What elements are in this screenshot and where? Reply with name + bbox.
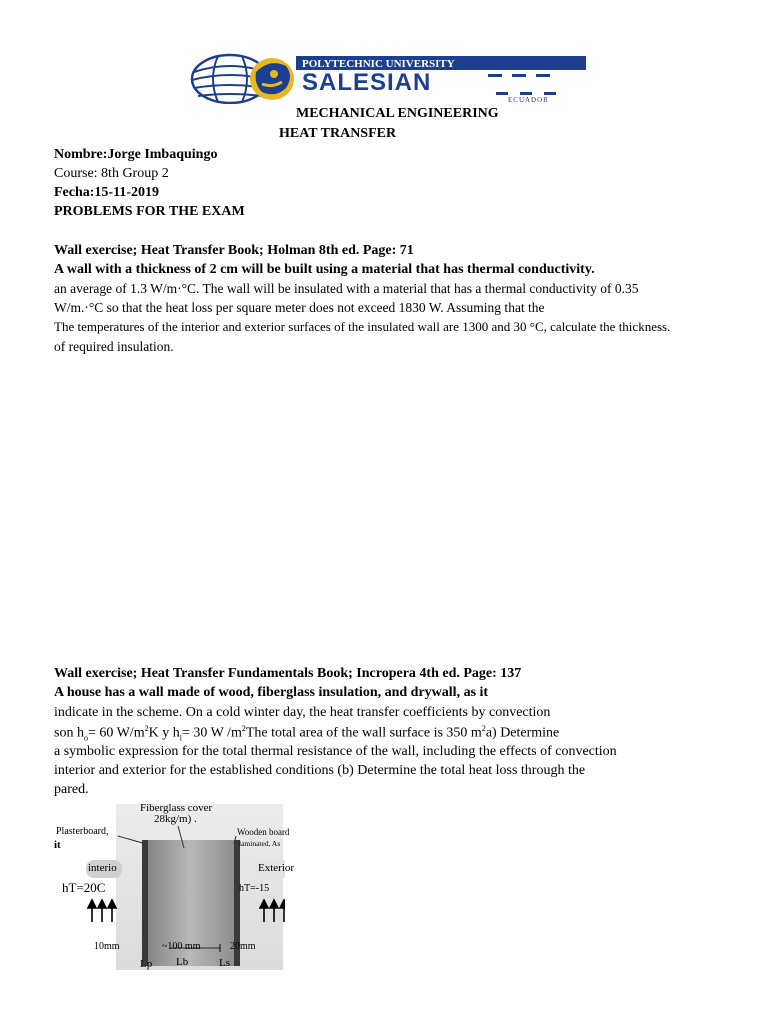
ls-label: Ls [219,957,230,969]
problem1-line2: W/m.·°C so that the heat loss per square meter does not exceed 1830 W. Assuming that the [54,300,545,315]
plaster-thickness-label: 10mm [94,941,120,952]
wooden-board-label: Wooden board [237,827,290,837]
plasterboard-label: Plasterboard, [56,826,109,837]
h-exterior-label: hT=-15 [239,883,270,894]
department-title: MECHANICAL ENGINEERING [296,106,499,121]
problem1-title: Wall exercise; Heat Transfer Book; Holman 8th ed. Page: 71 [54,243,414,258]
density-label: 28kg/m) . [154,813,197,825]
problem2-line5: pared. [54,782,89,797]
h-interior-label: hT=20C [62,880,106,895]
fiberglass-label: Fiberglass cover [140,802,213,814]
problem1-line4: of required insulation. [54,339,174,354]
problem1-bold-line: A wall with a thickness of 2 cm will be built using a material that has thermal conductivity. [54,262,595,277]
student-name: Nombre:Jorge Imbaquingo [54,147,218,162]
university-logo [190,52,590,104]
problem2-line4: interior and exterior for the established conditions (b) Determine the total heat loss through the [54,763,586,778]
plasterboard-layer [142,840,148,966]
subject-title: HEAT TRANSFER [279,126,397,141]
exam-heading: PROBLEMS FOR THE EXAM [54,204,245,219]
problem2-title: Wall exercise; Heat Transfer Fundamentals Book; Incropera 4th ed. Page: 137 [54,666,522,681]
wall-diagram [50,800,295,972]
logo-line3: ECUADOR [508,96,549,104]
convection-arrows-interior-icon [88,900,116,922]
date-info: Fecha:15-11-2019 [54,185,159,200]
plasterboard-cut-label: it [54,839,61,851]
course-info: Course: 8th Group 2 [54,166,169,181]
interior-label: interio [88,862,117,874]
problem1-line1: an average of 1.3 W/m·°C. The wall will be insulated with a material that has a thermal conductivity of 0.35 [54,281,639,296]
problem2-bold-line: A house has a wall made of wood, fiberglass insulation, and drywall, as it [54,685,489,700]
problem2-line1: indicate in the scheme. On a cold winter day, the heat transfer coefficients by convection [54,705,551,720]
wood-thickness-label: 20mm [230,941,256,952]
exterior-label: Exterior [258,862,295,874]
lp-label: Lp [140,958,153,970]
lion-emblem-icon [250,58,294,100]
problem2-line3: a symbolic expression for the total thermal resistance of the wall, including the effects of convection [54,744,617,759]
lb-label: Lb [176,956,189,968]
fiberglass-thickness-label: ~100 mm [162,941,201,952]
problem1-line3: The temperatures of the interior and exterior surfaces of the insulated wall are 1300 and 30 °C, calculate the thickness. [54,319,671,334]
problem2-line2: son $h_o= 60$ $W/m^2K$ y $h_i= 30$ W $/m^2The$ total area of the wall surface is 350 $m^2a$) Determine [54,724,560,743]
logo-line2: SALESIAN [302,69,432,96]
laminated-label: laminated, As [239,839,281,848]
logo-line1: POLYTECHNIC UNIVERSITY [302,58,455,70]
